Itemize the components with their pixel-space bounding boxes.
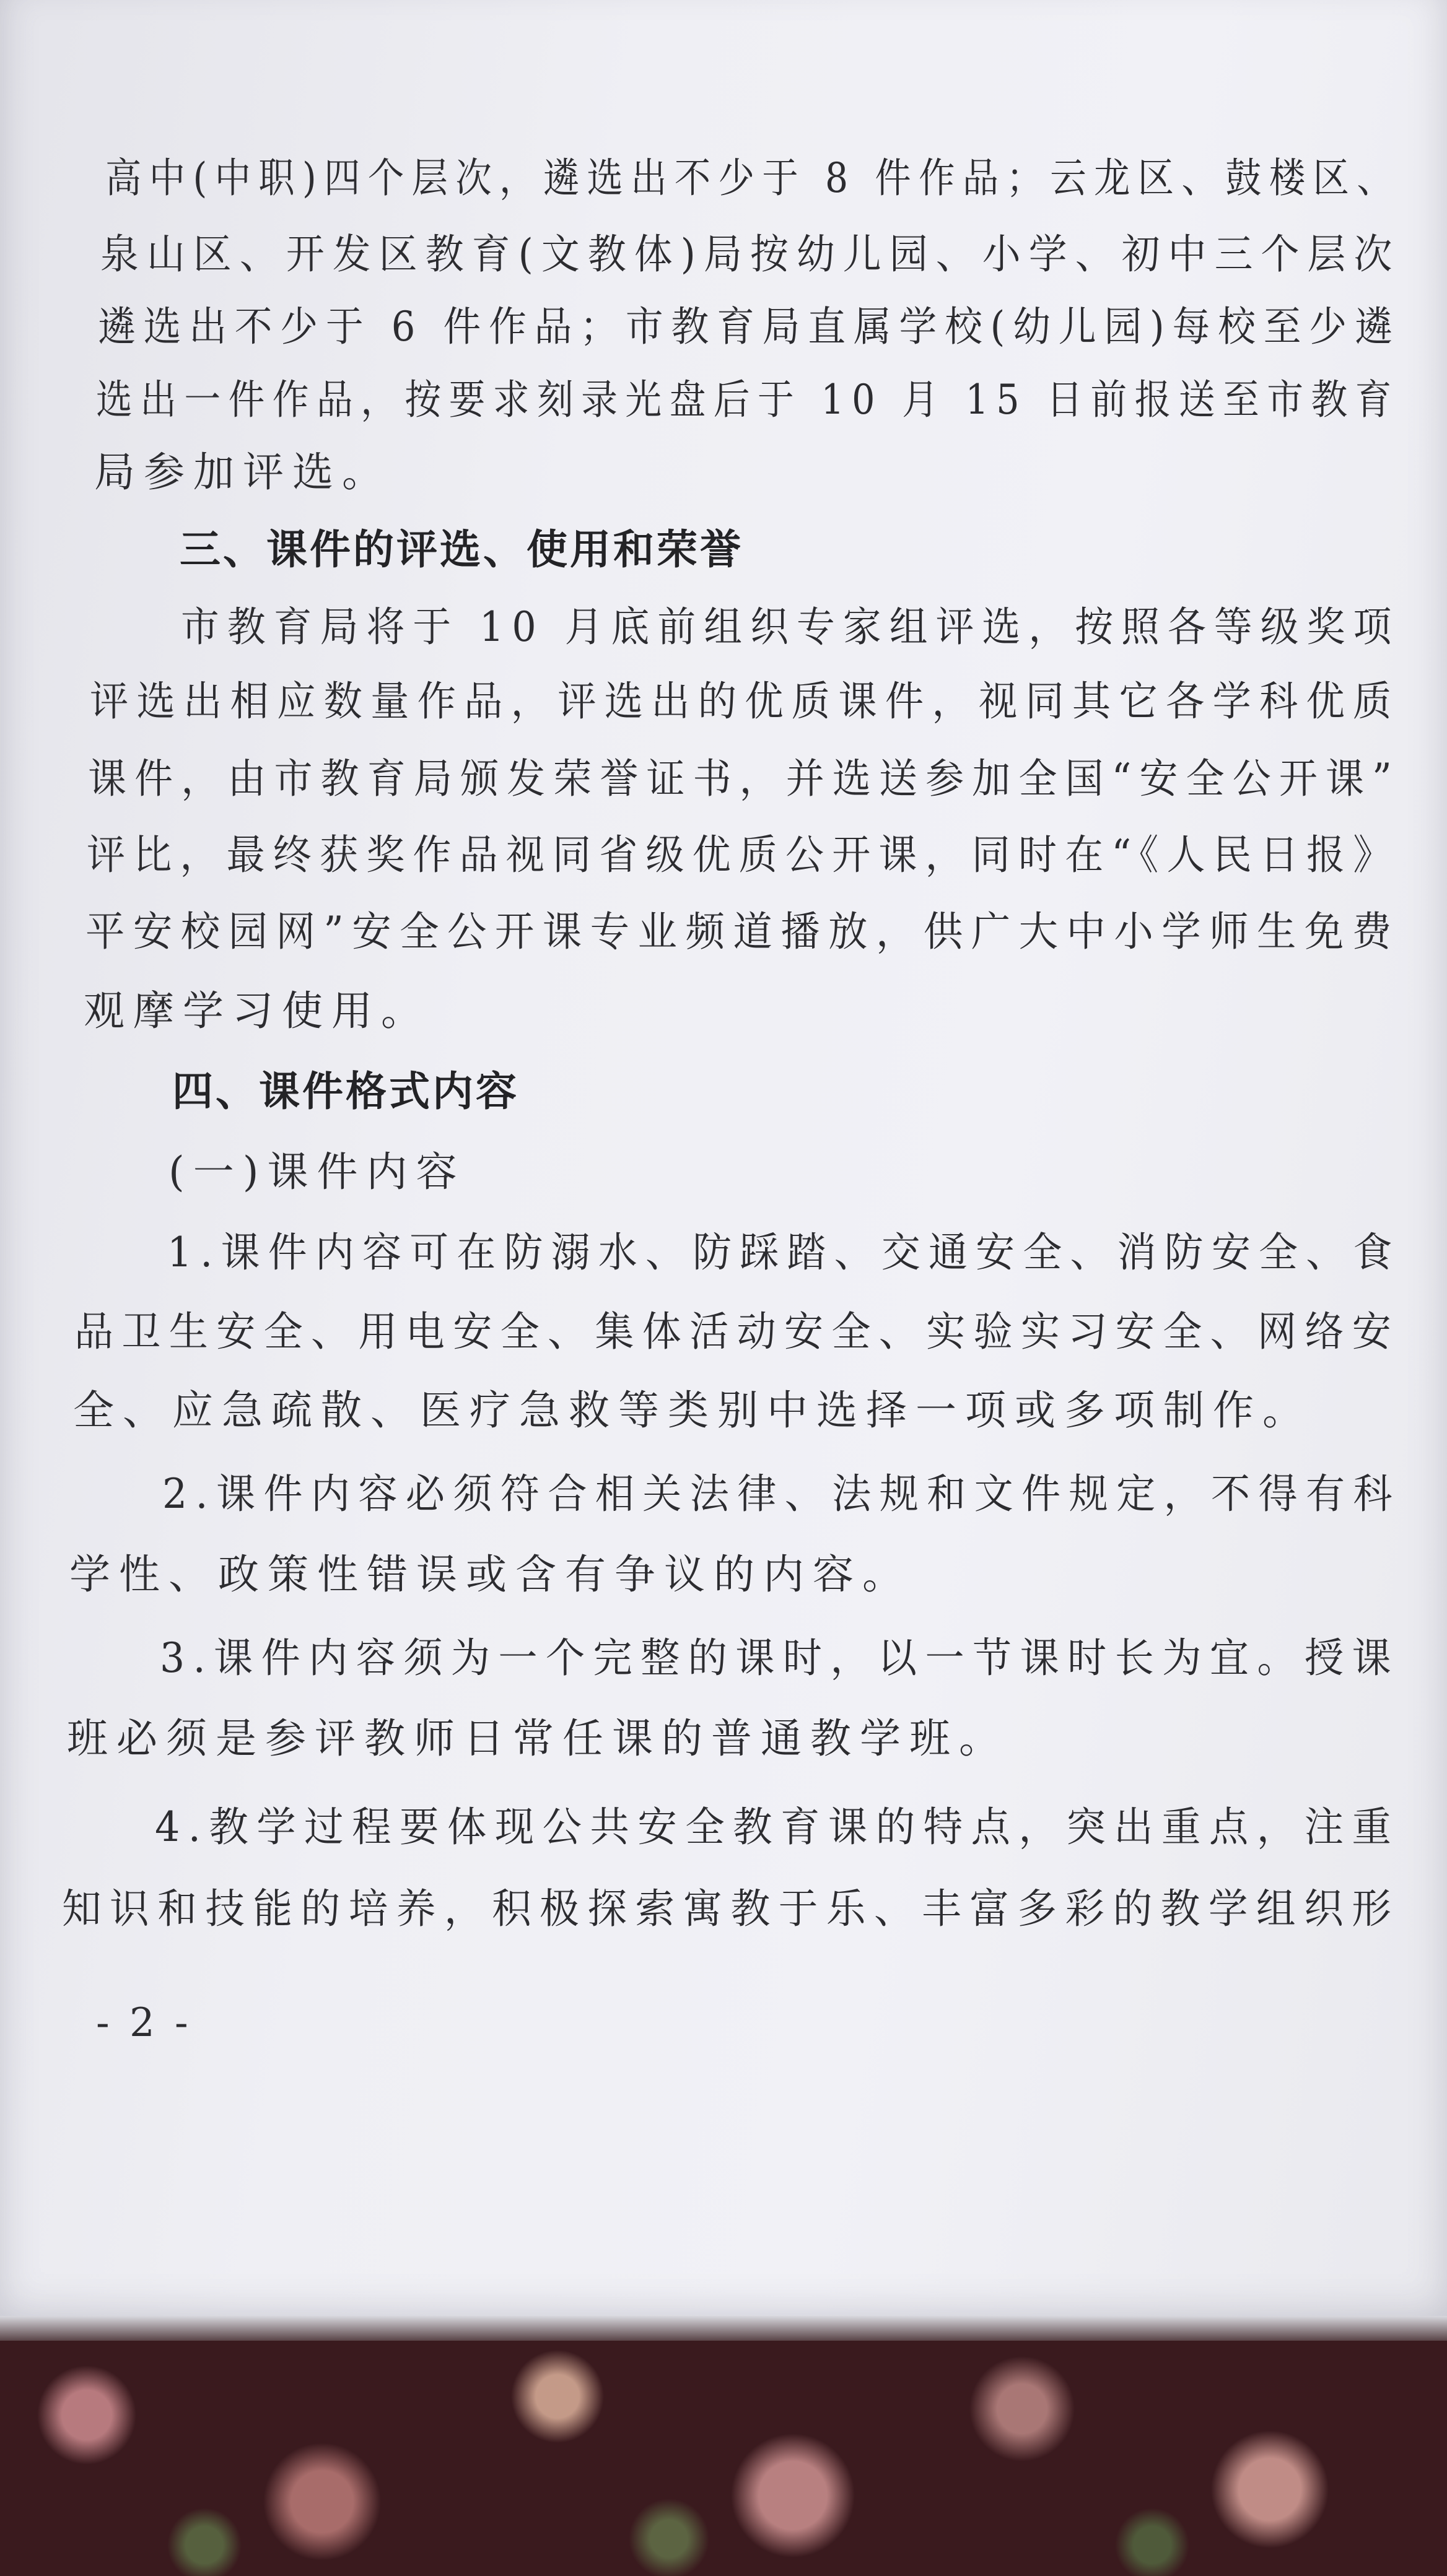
body-line: 1.课件内容可在防溺水、防踩踏、交通安全、消防安全、食: [167, 1229, 1401, 1276]
paper-edge: [0, 2316, 1447, 2341]
body-line: 高中(中职)四个层次，遴选出不少于 8 件作品；云龙区、鼓楼区、: [105, 154, 1401, 202]
body-line: 2.课件内容必须符合相关法律、法规和文件规定，不得有科: [162, 1470, 1401, 1518]
floral-tablecloth-background: [0, 2341, 1447, 2576]
body-line: 局参加评选。: [94, 448, 391, 496]
body-line: 班必须是参评教师日常任课的普通教学班。: [67, 1715, 1008, 1762]
body-line: 市教育局将于 10 月底前组织专家组评选，按照各等级奖项: [181, 603, 1400, 651]
body-line: 4.教学过程要体现公共安全教育课的特点，突出重点，注重: [155, 1803, 1400, 1851]
page-number: - 2 -: [96, 2000, 192, 2046]
body-line: 全、应急疏散、医疗急救等类别中选择一项或多项制作。: [73, 1386, 1312, 1434]
body-line: 品卫生安全、用电安全、集体活动安全、实验实习安全、网络安: [74, 1308, 1400, 1355]
body-line: 泉山区、开发区教育(文教体)局按幼儿园、小学、初中三个层次: [100, 230, 1401, 278]
body-line: 遴选出不少于 6 件作品；市教育局直属学校(幼儿园)每校至少遴: [98, 303, 1401, 350]
section-heading: 三、课件的评选、使用和荣誉: [180, 526, 743, 573]
body-line: 知识和技能的培养，积极探索寓教于乐、丰富多彩的教学组织形: [62, 1885, 1400, 1933]
body-line: 评选出相应数量作品，评选出的优质课件，视同其它各学科优质: [90, 677, 1400, 725]
body-line: 3.课件内容须为一个完整的课时，以一节课时长为宜。授课: [160, 1634, 1400, 1682]
section-heading: 四、课件格式内容: [172, 1068, 519, 1115]
body-line: 学性、政策性错误或含有争议的内容。: [69, 1551, 912, 1598]
body-line: 平安校园网”安全公开课专业频道播放，供广大中小学师生免费: [85, 908, 1400, 955]
body-line: 评比，最终获奖作品视同省级优质公开课，同时在“《人民日报》: [87, 831, 1400, 879]
body-line: 观摩学习使用。: [84, 987, 431, 1035]
body-line: 课件，由市教育局颁发荣誉证书，并选送参加全国“安全公开课”: [88, 755, 1400, 803]
subsection-heading: (一)课件内容: [168, 1148, 466, 1196]
body-line: 选出一件作品，按要求刻录光盘后于 10 月 15 日前报送至市教育: [96, 376, 1399, 424]
